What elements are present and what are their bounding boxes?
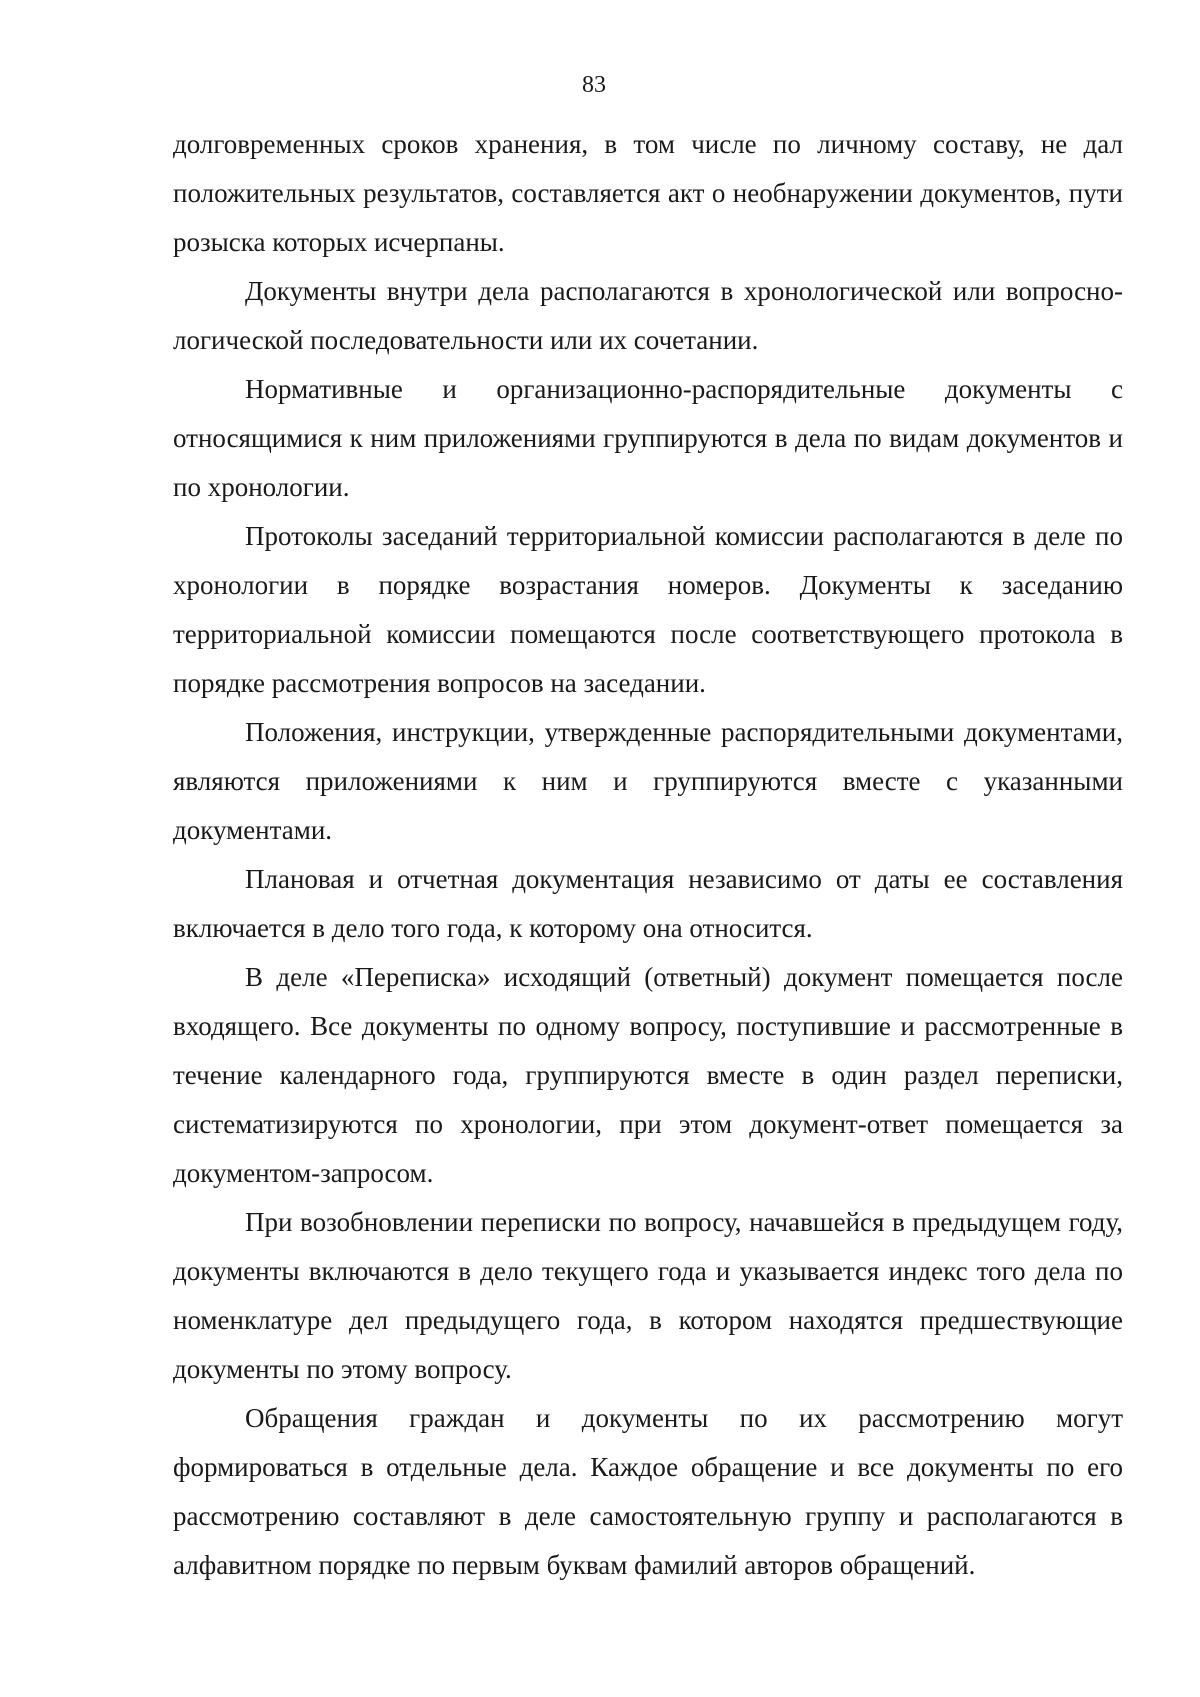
paragraph: Плановая и отчетная документация независимо от даты ее составления включается в дело того года, к которому она относится.: [173, 864, 1123, 943]
paragraph: При возобновлении переписки по вопросу, начавшейся в предыдущем году, документы включаются в дело текущего года и указывается индекс того дела по номенклатуре дел предыдущего года, в котором находятся предшествующие документы по этому вопросу.: [173, 1207, 1123, 1384]
paragraph: В деле «Переписка» исходящий (ответный) документ помещается после входящего. Все документы по одному вопросу, поступившие и рассмотренные в течение календарного года, группируются вместе в один раздел переписки, систематизируются по хронологии, при этом документ-ответ помещается за документом-запросом.: [173, 962, 1123, 1188]
paragraph: Нормативные и организационно-распорядительные документы с относящимися к ним приложениями группируются в дела по видам документов и по хронологии.: [173, 374, 1123, 502]
paragraph-continued: долговременных сроков хранения, в том числе по личному составу, не дал положительных результатов, составляется акт о необнаружении документов, пути розыска которых исчерпаны.: [173, 129, 1123, 257]
document-body: [173, 120, 1123, 1590]
page-number: 83: [582, 72, 606, 98]
paragraph: Обращения граждан и документы по их рассмотрению могут формироваться в отдельные дела. Каждое обращение и все документы по его рассмотрению составляют в деле самостоятельную группу и располагаются в алфавитном порядке по первым буквам фамилий авторов обращений.: [173, 1403, 1123, 1580]
paragraph: Протоколы заседаний территориальной комиссии располагаются в деле по хронологии в порядке возрастания номеров. Документы к заседанию территориальной комиссии помещаются после соответствующего протокола в порядке рассмотрения вопросов на заседании.: [173, 521, 1123, 698]
paragraph: Документы внутри дела располагаются в хронологической или вопросно-логической последовательности или их сочетании.: [173, 276, 1123, 355]
paragraph: Положения, инструкции, утвержденные распорядительными документами, являются приложениями к ним и группируются вместе с указанными документами.: [173, 717, 1123, 845]
